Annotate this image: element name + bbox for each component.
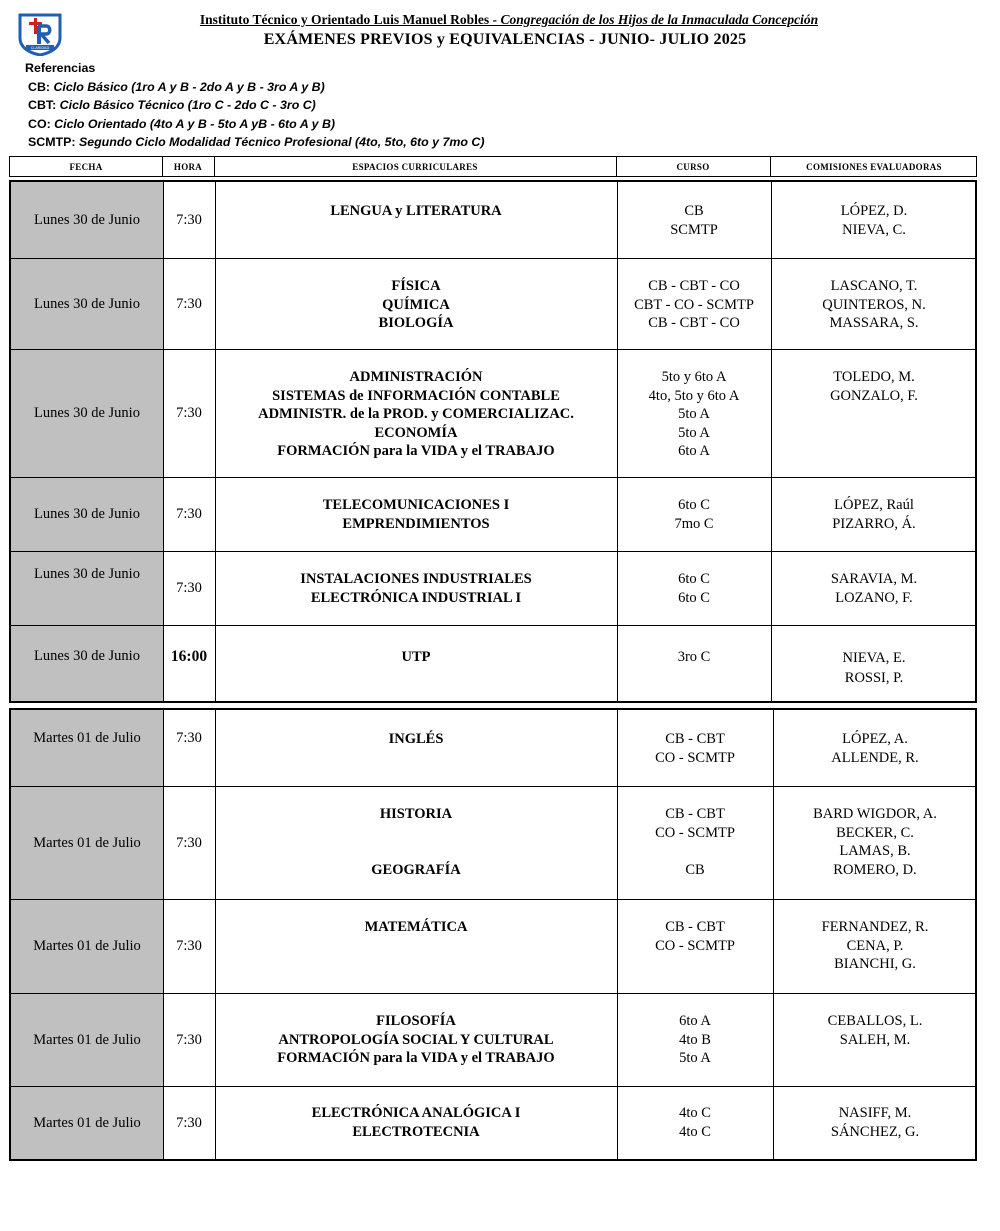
date-cell: Martes 01 de Julio — [11, 900, 163, 993]
table-row — [11, 551, 975, 625]
hour-cell: 7:30 — [176, 580, 202, 596]
commission-cell: BARD WIGDOR, A. BECKER, C. LAMAS, B. ROMERO, D. — [813, 806, 937, 878]
course-cell: 4to C 4to C — [679, 1105, 711, 1140]
commission-cell: LASCANO, T. QUINTEROS, N. MASSARA, S. — [822, 278, 926, 331]
subjects-cell: INSTALACIONES INDUSTRIALES ELECTRÓNICA INDUSTRIAL I — [300, 571, 532, 606]
page-title: EXÁMENES PREVIOS y EQUIVALENCIAS - JUNIO- JULIO 2025 — [263, 31, 747, 48]
col-header-comisiones: COMISIONES EVALUADORAS — [806, 161, 942, 172]
hour-cell: 7:30 — [176, 405, 202, 421]
hour-cell: 7:30 — [176, 938, 202, 954]
reference-item: CBT: Ciclo Básico Técnico (1ro C - 2do C - 3ro C) — [28, 98, 316, 112]
commission-cell: CEBALLOS, L. SALEH, M. — [827, 1013, 923, 1048]
subjects-cell: UTP — [401, 649, 431, 665]
col-header-espacios: ESPACIOS CURRICULARES — [352, 161, 478, 172]
table-row — [11, 182, 975, 258]
subjects-cell: LENGUA y LITERATURA — [330, 203, 502, 219]
course-cell: 6to C 6to C — [678, 571, 710, 606]
col-header-curso: CURSO — [676, 161, 710, 172]
commission-cell: TOLEDO, M. GONZALO, F. — [830, 369, 918, 404]
subjects-cell: ADMINISTRACIÓN SISTEMAS de INFORMACIÓN CONTABLE ADMINISTR. de la PROD. y COMERCIALIZAC. ECONOMÍA FORMACIÓN para la VIDA y el TRABAJO — [258, 369, 574, 459]
date-cell: Lunes 30 de Junio — [11, 552, 163, 625]
course-cell: 5to y 6to A 4to, 5to y 6to A 5to A 5to A 6to A — [648, 369, 740, 459]
references-title: Referencias — [25, 61, 96, 75]
commission-cell: LÓPEZ, Raúl PIZARRO, Á. — [832, 497, 916, 532]
subjects-cell: FILOSOFÍA ANTROPOLOGÍA SOCIAL Y CULTURAL FORMACIÓN para la VIDA y el TRABAJO — [277, 1013, 555, 1066]
date-cell: Martes 01 de Julio — [11, 710, 163, 786]
course-cell: 3ro C — [677, 649, 711, 665]
date-cell: Martes 01 de Julio — [11, 787, 163, 899]
table-row — [11, 786, 975, 899]
date-cell: Martes 01 de Julio — [11, 1087, 163, 1159]
hour-cell: 7:30 — [176, 730, 202, 746]
course-cell: CB SCMTP — [670, 203, 718, 238]
hour-cell: 7:30 — [176, 834, 202, 851]
table-row — [11, 993, 975, 1086]
date-cell: Lunes 30 de Junio — [11, 626, 163, 701]
hour-cell: 7:30 — [176, 1031, 202, 1048]
exam-table-monday — [9, 180, 977, 703]
course-cell: CB - CBT CO - SCMTP — [655, 731, 735, 766]
hour-cell: 7:30 — [176, 506, 202, 522]
commission-cell: SARAVIA, M. LOZANO, F. — [830, 571, 918, 606]
commission-cell: NASIFF, M. SÁNCHEZ, G. — [830, 1105, 920, 1140]
course-cell: CB - CBT - CO CBT - CO - SCMTP CB - CBT - CO — [634, 278, 754, 331]
course-cell: CB - CBT CO - SCMTP — [655, 919, 735, 954]
table-row — [11, 1086, 975, 1159]
col-header-fecha: FECHA — [69, 161, 103, 172]
date-cell: Lunes 30 de Junio — [11, 350, 163, 477]
subjects-cell: MATEMÁTICA — [364, 919, 468, 935]
hour-cell: 7:30 — [176, 1114, 202, 1131]
table-row — [11, 625, 975, 701]
col-header-hora: HORA — [173, 161, 203, 172]
commission-cell: LÓPEZ, D. NIEVA, C. — [840, 203, 908, 238]
commission-cell: NIEVA, E. ROSSI, P. — [842, 650, 906, 686]
reference-item: CO: Ciclo Orientado (4to A y B - 5to A yB - 6to A y B) — [28, 116, 336, 131]
course-cell: CB - CBT CO - SCMTP CB — [655, 806, 735, 878]
hour-cell: 7:30 — [176, 295, 202, 312]
course-cell: 6to A 4to B 5to A — [679, 1013, 711, 1066]
subjects-cell: ELECTRÓNICA ANALÓGICA I ELECTROTECNIA — [311, 1105, 521, 1140]
congregation-name: Congregación de los Hijos de la Inmaculada Concepción — [500, 12, 819, 27]
table-row — [11, 349, 975, 477]
table-row — [11, 258, 975, 349]
table-row — [11, 710, 975, 786]
course-cell: 6to C 7mo C — [674, 497, 714, 532]
exam-table-tuesday — [9, 708, 977, 1161]
references-section — [25, 59, 485, 152]
date-cell: Lunes 30 de Junio — [11, 182, 163, 258]
subjects-cell: FÍSICA QUÍMICA BIOLOGÍA — [378, 278, 454, 331]
date-cell: Lunes 30 de Junio — [11, 259, 163, 349]
commission-cell: LÓPEZ, A. ALLENDE, R. — [831, 731, 919, 766]
institution-name: Instituto Técnico y Orientado Luis Manuel Robles - — [199, 12, 501, 27]
logo-lettering: CLARIDAD — [30, 46, 50, 50]
reference-item: SCMTP: Segundo Ciclo Modalidad Técnico Profesional (4to, 5to, 6to y 7mo C) — [28, 135, 485, 149]
commission-cell: FERNANDEZ, R. CENA, P. BIANCHI, G. — [821, 919, 929, 972]
hour-cell: 16:00 — [170, 648, 208, 665]
institution-title — [0, 12, 1000, 28]
reference-item: CB: Ciclo Básico (1ro A y B - 2do A y B - 3ro A y B) — [28, 79, 325, 94]
date-cell: Lunes 30 de Junio — [11, 478, 163, 551]
table-row — [11, 477, 975, 551]
date-cell: Martes 01 de Julio — [11, 994, 163, 1086]
column-headers — [9, 156, 977, 177]
subjects-cell: TELECOMUNICACIONES I EMPRENDIMIENTOS — [322, 497, 510, 532]
table-row — [11, 899, 975, 993]
subjects-cell: INGLÉS — [388, 731, 444, 747]
hour-cell: 7:30 — [176, 211, 202, 228]
subjects-cell: HISTORIA GEOGRAFÍA — [371, 806, 461, 878]
